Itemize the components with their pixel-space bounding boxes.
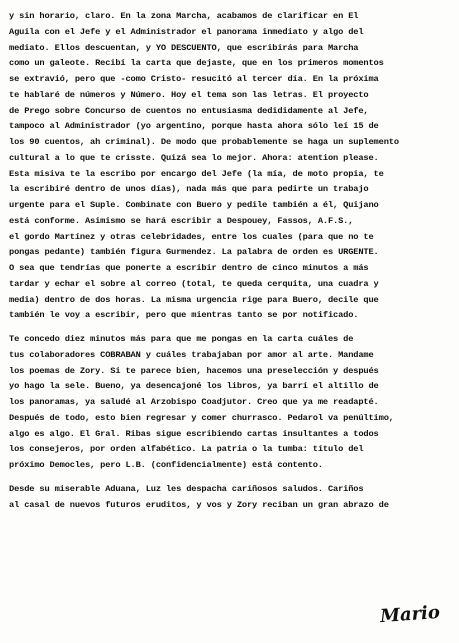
letter-line: algo es algo. El Gral. Ribas sigue escribiendo cartas insultantes a todos <box>9 428 379 439</box>
letter-line: mediato. Ellos descuentan, y YO DESCUENTO, que escribirás para Marcha <box>9 42 359 53</box>
letter-line: tus colaboradores COBRABAN y cuáles trabajaban por amor al arte. Mandame <box>9 349 374 360</box>
letter-line: los 90 cuentos, ah criminal). De modo que probablemente se haga un suplemento <box>9 137 399 147</box>
letter-line: Desde su miserable Aduana, Luz les despacha cariñosos saludos. Cariños <box>9 483 364 494</box>
letter-line: yo hago la sele. Bueno, ya desencajoné los libros, ya barrí el altillo de <box>9 381 379 392</box>
letter-line: Aguila con el Jefe y el Administrador el panorama inmediato y algo del <box>9 26 364 37</box>
letter-line: urgente para el Suple. Combinate con Buero y pedile también a él, Quijano <box>9 200 379 210</box>
letter-line: los consejeros, por orden alfabético. La patria o la tumba: título del <box>9 444 364 455</box>
letter-line: el gordo Martínez y otras celebridades, entre los cuales (para que no te <box>9 231 374 242</box>
letter-line: también le voy a escribir, pero que mientras tanto se por notificado. <box>9 310 359 321</box>
paragraph-gap <box>9 474 449 482</box>
letter-line: Después de todo, esto bien regresar y comer churrasco. Pedarol va penúltimo, <box>9 412 394 423</box>
signature: Mario <box>379 601 441 628</box>
letter-line: pongas pedante) también figura Gurmendez. La palabra de orden es URGENTE. <box>9 247 379 258</box>
letter-line: los panoramas, ya saludé al Arzobispo Coadjutor. Creo que ya me readapté. <box>9 397 379 407</box>
letter-line: te hablaré de números y Número. Hoy el tema son las letras. El proyecto <box>9 89 369 100</box>
letter-line: como un galeote. Recibí la carta que dejaste, que en los primeros momentos <box>9 58 384 69</box>
paragraph-gap <box>9 324 449 332</box>
letter-line: los poemas de Zory. Si te parece bien, hacemos una preselección y después <box>9 365 379 376</box>
letter-line: de Prego sobre Concurso de cuentos no entusiasma dedididamente al Jefe, <box>9 105 369 116</box>
letter-line: media) dentro de dos horas. La misma urgencia rige para Buero, decile que <box>9 294 379 305</box>
letter-line: la escribiré dentro de unos días), nada más que para pedirte un trabajo <box>9 184 369 195</box>
letter-line: próximo Democles, pero L.B. (confidencialmente) está contento. <box>9 460 323 470</box>
letter-line: al casal de nuevos futuros eruditos, y vos y Zory reciban un gran abrazo de <box>9 499 389 510</box>
letter-line: O sea que tendrías que ponerte a escribir dentro de cinco minutos a más <box>9 263 369 273</box>
letter-line: está conforme. Asimismo se hará escribir a Despouey, Fassos, A.F.S., <box>9 215 354 226</box>
letter-line: tampoco al Administrador (yo argentino, porque hasta ahora sólo leí 15 de <box>9 121 379 132</box>
letter-line: Esta misiva te la escribo por encargo del Jefe (la mía, de moto propia, te <box>9 168 384 179</box>
letter-line: Te concedo diez minutos más para que me pongas en la carta cuáles de <box>9 334 354 344</box>
letter-line: cultural a lo que te crisste. Quizá sea lo mejor. Ahora: atention please. <box>9 152 379 163</box>
letter-line: tardar y echar el sobre al correo (total, te queda cerquita, una cuadra y <box>9 278 379 289</box>
letter-body <box>9 9 449 513</box>
letter-line: y sin horario, claro. En la zona Marcha, acabamos de clarificar en El <box>9 11 359 21</box>
letter-line: se extravió, pero que -como Cristo- resucitó al tercer día. En la próxima <box>9 74 379 84</box>
